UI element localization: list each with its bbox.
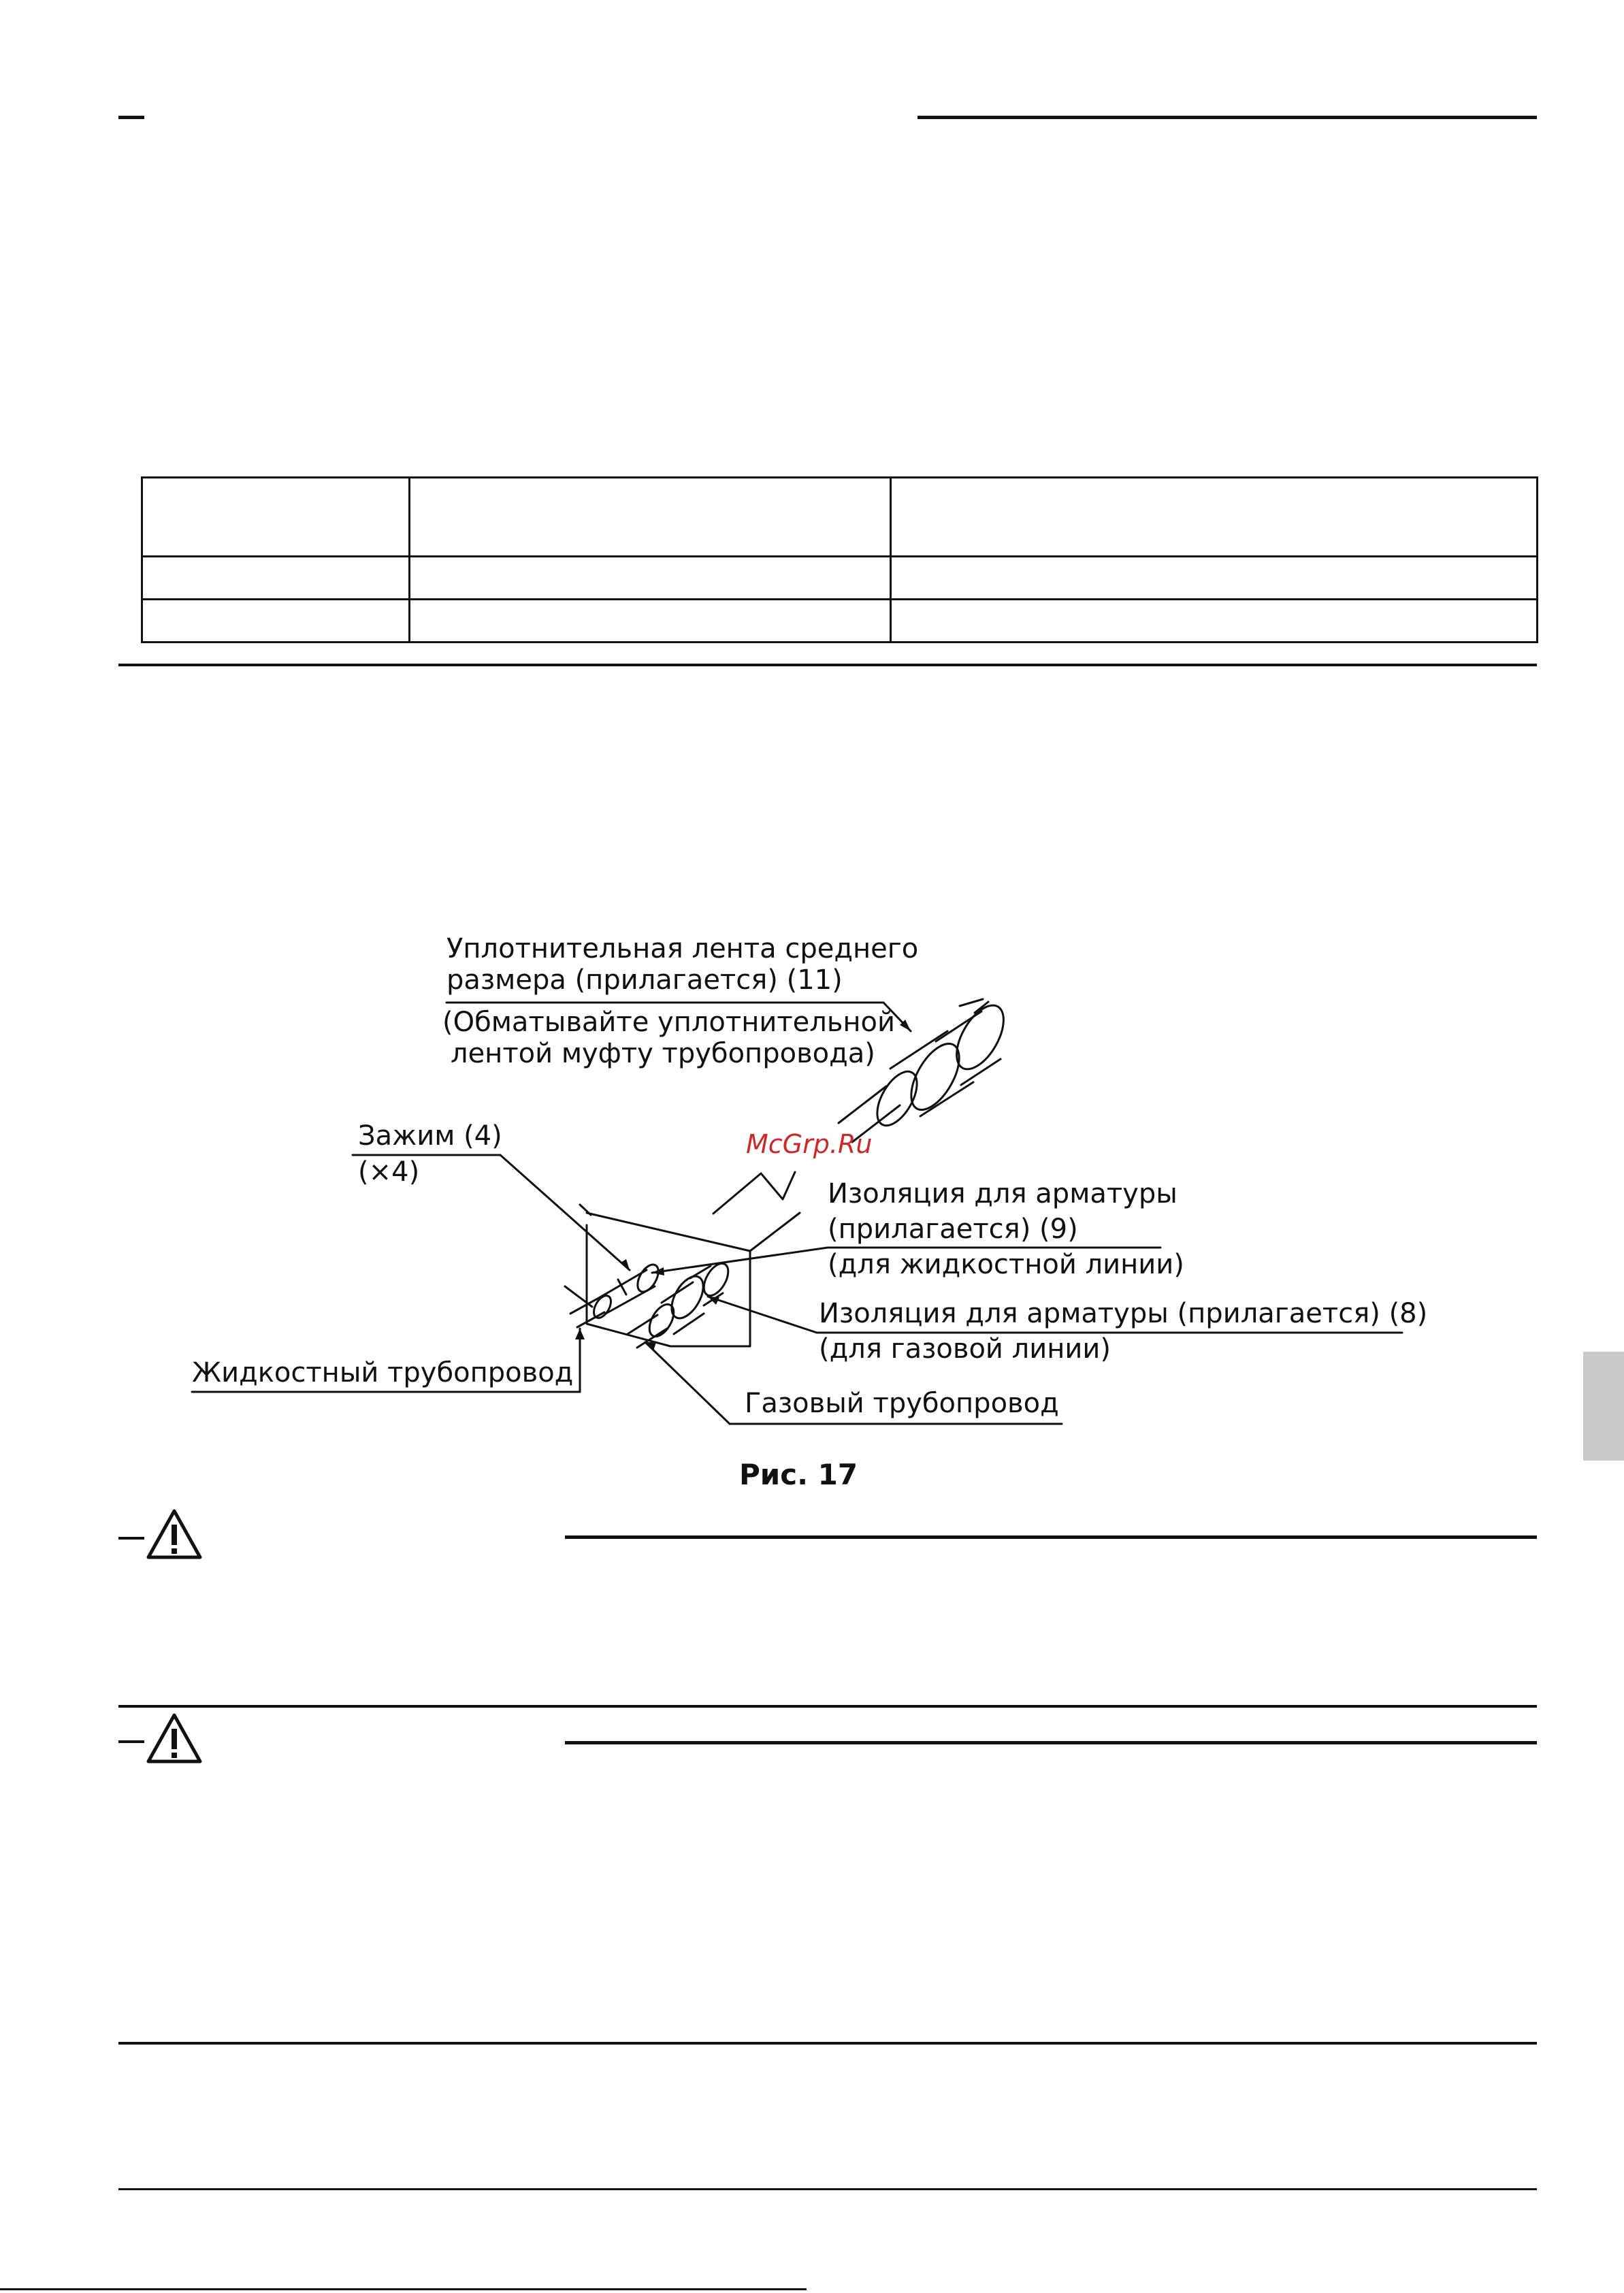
warning-triangle-icon [146,1712,203,1764]
label-ins9-line1: Изоляция для арматуры [828,1178,1178,1209]
caution2-left-rule [118,1740,144,1743]
caution2-right-rule [565,1741,1537,1744]
watermark: McGrp.Ru [746,1129,873,1159]
leader-ins8 [708,1297,817,1333]
caution1-right-rule [565,1535,1537,1539]
label-gas-pipe: Газовый трубопровод [745,1388,1059,1419]
caution2-bottom-rule [118,2042,1537,2045]
label-clamp-line1: Зажим (4) [358,1120,502,1152]
leader-clamp [500,1155,630,1270]
label-clamp-line2: (×4) [358,1156,420,1188]
label-ins8-line2: (для газовой линии) [819,1333,1111,1365]
bottom-edge-rule [0,2288,807,2290]
label-ins9-line3: (для жидкостной линии) [828,1249,1184,1280]
label-liquid-pipe: Жидкостный трубопровод [192,1357,574,1388]
section-side-tab [1583,1352,1624,1461]
leader-ins9 [652,1248,828,1273]
caution1-left-rule [118,1537,144,1540]
caution1-bottom-rule [118,1705,1537,1708]
label-tape-line1: Уплотнительная лента среднего [446,933,919,964]
label-tape-note-line1: (Обматывайте уплотнительной [442,1007,896,1038]
figure-caption: Рис. 17 [739,1458,858,1491]
label-tape-note-line2: лентой муфту трубопровода) [451,1038,875,1069]
label-ins8-line1: Изоляция для арматуры (прилагается) (8) [819,1298,1428,1329]
warning-triangle-icon [146,1508,203,1560]
zoom-pointer [713,1172,795,1214]
leader-gas [645,1342,730,1424]
label-ins9-line2: (прилагается) (9) [828,1214,1078,1245]
liquid-line-detail [565,1261,662,1327]
label-tape-line2: размера (прилагается) (11) [446,964,843,996]
footer-rule [118,2188,1537,2190]
